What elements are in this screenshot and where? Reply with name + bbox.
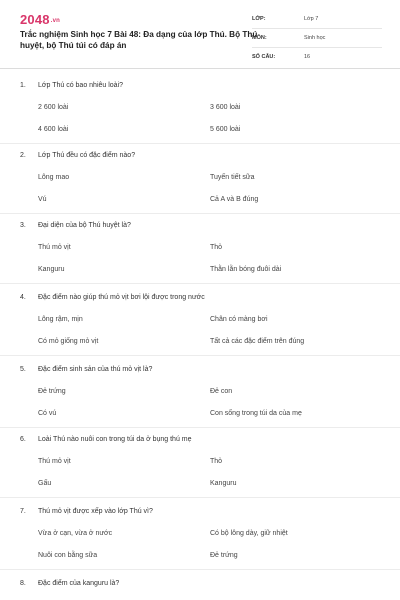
- question-text: Đặc điểm nào giúp thú mỏ vịt bơi lội được trong nước: [38, 294, 205, 301]
- answer-option[interactable]: Thỏ: [210, 458, 223, 465]
- answer-option[interactable]: Đẻ con: [210, 388, 233, 395]
- answer-option[interactable]: Có mỏ giống mỏ vịt: [38, 338, 99, 345]
- answer-option[interactable]: 2 600 loài: [38, 104, 69, 111]
- answer-option[interactable]: Thỏ: [210, 244, 223, 251]
- meta-subject-label: MÔN:: [252, 35, 267, 41]
- question-divider: [0, 355, 400, 356]
- question-number: 6.: [20, 436, 26, 443]
- meta-class-value: Lớp 7: [304, 16, 319, 22]
- answer-option[interactable]: Kanguru: [38, 266, 65, 273]
- question-number: 2.: [20, 152, 26, 159]
- answer-option[interactable]: 4 600 loài: [38, 126, 69, 133]
- answer-option[interactable]: Đẻ trứng: [38, 388, 66, 395]
- site-logo[interactable]: [20, 12, 60, 27]
- question-number: 5.: [20, 366, 26, 373]
- answer-option[interactable]: Lông rậm, mịn: [38, 316, 83, 323]
- answer-option[interactable]: Cả A và B đúng: [210, 196, 259, 203]
- answer-option[interactable]: Kanguru: [210, 480, 237, 487]
- question-number: 1.: [20, 82, 26, 89]
- question-text: Đại diện của bộ Thú huyệt là?: [38, 222, 131, 229]
- answer-option[interactable]: 5 600 loài: [210, 126, 241, 133]
- answer-option[interactable]: Tuyến tiết sữa: [210, 174, 255, 181]
- meta-subject: [252, 33, 382, 48]
- meta-subject-value: Sinh học: [304, 35, 326, 41]
- meta-count-value: 16: [304, 54, 311, 60]
- logo-main: 2048: [20, 12, 50, 27]
- question-number: 8.: [20, 580, 26, 587]
- question-divider: [0, 213, 400, 214]
- logo-sub: .vn: [50, 17, 61, 24]
- question-text: Thú mỏ vịt được xếp vào lớp Thú vì?: [38, 508, 153, 515]
- answer-option[interactable]: Lông mao: [38, 174, 70, 181]
- answer-option[interactable]: Con sống trong túi da của mẹ: [210, 410, 302, 417]
- quiz-header: [20, 12, 382, 60]
- meta-class: [252, 14, 382, 29]
- question-divider: [0, 569, 400, 570]
- quiz-title: Trắc nghiệm Sinh học 7 Bài 48: Đa dạng của lớp Thú. Bộ Thú huyệt, bộ Thú túi có đáp án: [20, 30, 258, 50]
- meta-class-label: LỚP:: [252, 16, 266, 22]
- answer-option[interactable]: Thú mỏ vịt: [38, 244, 71, 251]
- answer-option[interactable]: Thú mỏ vịt: [38, 458, 71, 465]
- answer-option[interactable]: Có bộ lông dày, giữ nhiệt: [210, 530, 288, 537]
- header-divider: [0, 68, 400, 69]
- question-divider: [0, 427, 400, 428]
- question-text: Đặc điểm sinh sản của thú mỏ vịt là?: [38, 366, 153, 373]
- answer-option[interactable]: Thằn lằn bóng đuôi dài: [210, 266, 282, 273]
- question-divider: [0, 143, 400, 144]
- answer-option[interactable]: Có vú: [38, 410, 57, 417]
- question-text: Lớp Thú đều có đặc điểm nào?: [38, 152, 136, 159]
- quiz-meta: [252, 14, 382, 70]
- question-number: 3.: [20, 222, 26, 229]
- question-text: Loài Thú nào nuôi con trong túi da ở bụng thú mẹ: [38, 436, 192, 443]
- answer-option[interactable]: Tất cả các đặc điểm trên đúng: [210, 338, 305, 345]
- meta-count: [252, 52, 382, 66]
- meta-count-label: SỐ CÂU:: [252, 54, 276, 60]
- answer-option[interactable]: Vừa ở cạn, vừa ở nước: [38, 530, 113, 537]
- answer-option[interactable]: 3 600 loài: [210, 104, 241, 111]
- question-text: Lớp Thú có bao nhiêu loài?: [38, 82, 124, 89]
- question-text: Đặc điểm của kanguru là?: [38, 580, 120, 587]
- question-divider: [0, 283, 400, 284]
- answer-option[interactable]: Đẻ trứng: [210, 552, 238, 559]
- answer-option[interactable]: Gấu: [38, 480, 52, 487]
- question-divider: [0, 497, 400, 498]
- answer-option[interactable]: Nuôi con bằng sữa: [38, 552, 98, 559]
- question-number: 7.: [20, 508, 26, 515]
- answer-option[interactable]: Vú: [38, 196, 47, 203]
- answer-option[interactable]: Chân có màng bơi: [210, 316, 268, 323]
- question-number: 4.: [20, 294, 26, 301]
